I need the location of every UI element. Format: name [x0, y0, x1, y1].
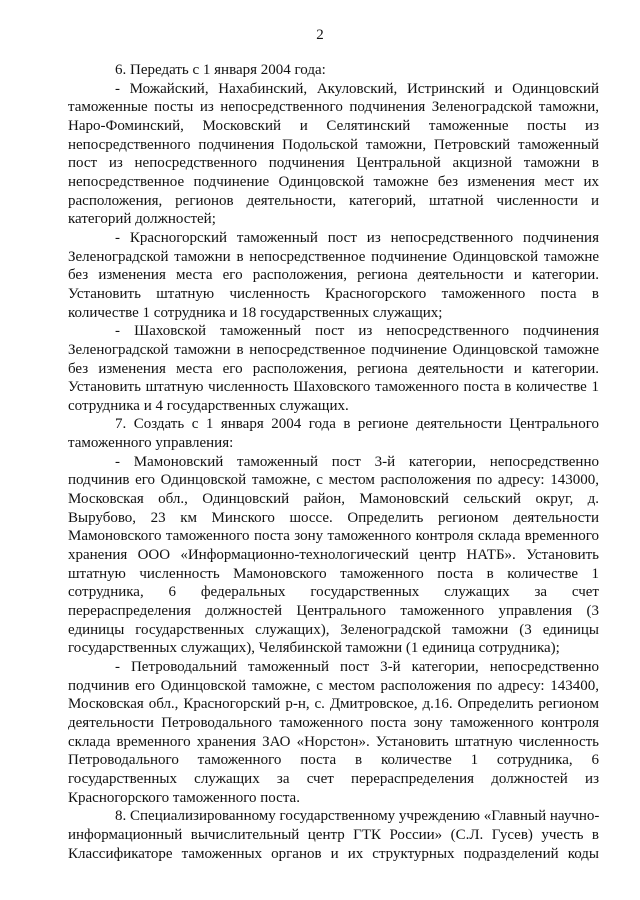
text-line: Установить штатную численность Шаховского таможенного поста в количестве 1	[68, 379, 599, 396]
text-line: - Шаховской таможенный пост из непосредственного подчинения	[115, 323, 599, 340]
paragraph	[68, 807, 599, 863]
text-line: Наро-Фоминский, Московский и Селятинский таможенные посты из	[68, 117, 599, 134]
text-line: единицы государственных служащих), Зеленоградской таможни (3 единицы	[68, 621, 599, 638]
text-line: - Мамоновский таможенный пост 3-й категории, непосредственно	[115, 453, 599, 470]
text-line: непосредственного подчинения Подольской таможни, Петровский таможенный	[68, 136, 599, 153]
text-line: расположения, регионов деятельности, категорий, штатной численности и	[68, 192, 599, 209]
text-line: Мамоновского таможенного поста зону таможенного контроля склада временного	[68, 528, 599, 545]
text-line: Зеленоградской таможни в непосредственное подчинение Одинцовской таможне	[68, 341, 599, 358]
text-line: Зеленоградской таможни в непосредственное подчинение Одинцовской таможне	[68, 248, 599, 265]
text-line: таможенного управления:	[68, 435, 234, 452]
text-line: государственных служащих за счет перераспределения должностей из	[68, 770, 599, 787]
text-line: - Петроводальний таможенный пост 3-й категории, непосредственно	[115, 659, 599, 675]
text-line: штатную численность Мамоновского таможенного поста в количестве 1	[68, 565, 599, 582]
paragraph	[68, 61, 599, 80]
text-line: 6. Передать с 1 января 2004 года:	[115, 62, 326, 78]
text-line: Красногорского таможенного поста.	[68, 789, 300, 806]
text-line: категорий должностей;	[68, 211, 216, 228]
text-line: государственных служащих), Челябинской таможни (1 единица сотрудника);	[68, 640, 560, 657]
text-line: склада временного хранения ЗАО «Норстон». Установить штатную численность	[68, 733, 599, 750]
text-line: хранения ООО «Информационно-технологический центр НАТБ». Установить	[68, 547, 599, 564]
page-number: 2	[316, 27, 324, 43]
text-line: - Красногорский таможенный пост из непосредственного подчинения	[115, 229, 599, 246]
paragraph	[68, 415, 599, 452]
text-line: подчинив его Одинцовской таможне, с местом расположения по адресу: 143000,	[68, 472, 599, 489]
text-line: Петроводального таможенного поста в количестве 1 сотрудника, 6	[68, 752, 599, 769]
text-line: количестве 1 сотрудника и 18 государственных служащих;	[68, 304, 443, 321]
text-line: пост из непосредственного подчинения Центральной акцизной таможни в	[68, 155, 599, 172]
paragraph	[68, 658, 599, 807]
text-line: 8. Специализированному государственному учреждению «Главный научно-	[115, 808, 600, 825]
text-line: непосредственное подчинение Одинцовской таможне без изменения мест их	[68, 173, 599, 190]
text-line: Установить штатную численность Красногорского таможенного поста в	[68, 285, 599, 302]
text-line: Вырубово, 23 км Минского шоссе. Определить регионом деятельности	[68, 509, 599, 526]
paragraph	[68, 453, 599, 658]
text-line: Московская обл., Одинцовский район, Мамоновский сельский округ, д.	[68, 491, 599, 508]
text-line: Классификаторе таможенных органов и их структурных подразделений коды	[68, 845, 599, 862]
document-body	[68, 61, 599, 863]
text-line: информационный вычислительный центр ГТК России» (С.Л. Гусев) учесть в	[68, 826, 599, 843]
paragraph	[68, 80, 599, 229]
paragraph	[68, 322, 599, 415]
text-line: - Можайский, Нахабинский, Акуловский, Истринский и Одинцовский	[115, 80, 599, 97]
text-line: сотрудника, 6 федеральных государственных служащих за счет	[68, 584, 599, 601]
text-line: деятельности Петроводального таможенного поста зону таможенного контроля	[68, 714, 599, 731]
text-line: Московская обл., Красногорский р-н, с. Дмитровское, д.16. Определить регионом	[68, 696, 599, 713]
text-line: без изменения места его расположения, региона деятельности и категории.	[68, 267, 599, 284]
text-line: перераспределения должностей Центрального таможенного управления (3	[68, 603, 599, 620]
text-line: без изменения места его расположения, региона деятельности и категории.	[68, 360, 599, 377]
text-line: 7. Создать с 1 января 2004 года в регионе деятельности Центрального	[115, 416, 599, 433]
text-line: таможенные посты из непосредственного подчинения Зеленоградской таможни,	[68, 99, 599, 116]
text-line: сотрудника и 4 государственных служащих.	[68, 397, 349, 414]
text-line: подчинив его Одинцовской таможне, с местом расположения по адресу: 143400,	[68, 677, 599, 694]
paragraph	[68, 229, 599, 322]
